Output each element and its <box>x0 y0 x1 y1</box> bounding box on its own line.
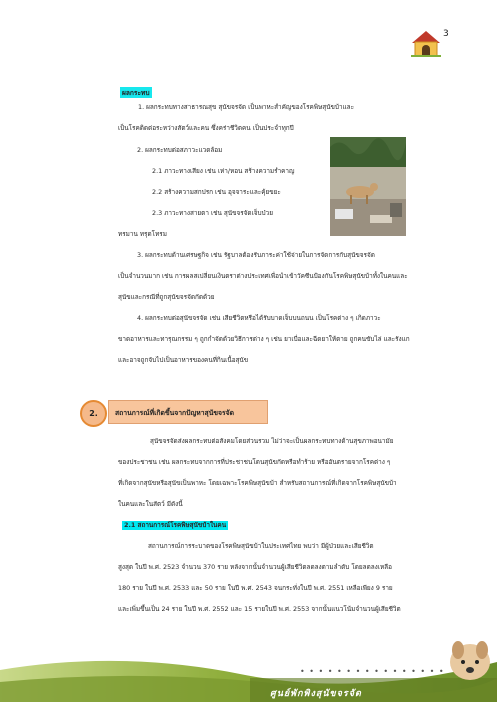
para4-line3: และอาจถูกจับไปเป็นอาหารของคนที่กินเนื้อสุนัข <box>118 356 249 364</box>
sec2-line4: ในคนและในสัตว์ มีดังนี้ <box>118 500 183 508</box>
para2-item-1: 2.1 ภาวะทางเสียง เช่น เห่า/หอน สร้างความรำคาญ <box>152 167 295 175</box>
para1-line1: 1. ผลกระทบทางสาธารณสุข สุนัขจรจัด เป็นพาหะสำคัญของโรคพิษสุนัขบ้าและ <box>138 103 355 111</box>
para2-item-3: 2.3 ภาวะทางสายตา เช่น สุนัขจรจัดเจ็บป่วย <box>152 209 273 217</box>
sub21-line2: สูงสุด ในปี พ.ศ. 2523 จำนวน 370 ราย หลังจากนั้นจำนวนผู้เสียชีวิตลดลงตามลำดับ โดยลดลงเหลือ <box>118 563 392 571</box>
section-2-title-text: สถานการณ์ที่เกิดขึ้นจากปัญหาสุนัขจรจัด <box>115 408 235 417</box>
sub21-line1: สถานการณ์การระบาดของโรคพิษสุนัขบ้าในประเทศไทย พบว่า มีผู้ป่วยและเสียชีวิต <box>148 542 374 550</box>
section-2-number-badge: 2. <box>80 400 107 427</box>
para2-item-3-cont: ทรมาน ทรุดโทรม <box>118 230 167 238</box>
para3-line3: สุนัขและกรณีที่ถูกสุนัขจรจัดกัดด้วย <box>118 293 215 301</box>
sec2-line1: สุนัขจรจัดส่งผลกระทบต่อสังคมโดยส่วนรวม ไม่ว่าจะเป็นผลกระทบทางด้านสุขภาพอนามัย <box>150 437 394 445</box>
page-number: 3 <box>443 29 449 39</box>
para3-line2: เป็นจำนวนมาก เช่น การผลสเปลี่ยนเงินตราต่างประเทศเพื่อนำเข้าวัคซีนป้องกันโรคพิษสุนัขบ้าทั้งในคนและ <box>118 272 408 280</box>
section-heading-impacts: ผลกระทบ <box>122 89 150 97</box>
sub21-line3: 180 ราย ในปี พ.ศ. 2533 และ 50 ราย ในปี พ.ศ. 2543 จนกระทั่งในปี พ.ศ. 2551 เหลือเพียง 9 ราย <box>118 584 393 592</box>
para2-heading: 2. ผลกระทบต่อสภาวะแวดล้อม <box>137 146 223 154</box>
dog-house-icon <box>410 30 442 58</box>
para1-line2: เป็นโรคติดต่อระหว่างสัตว์และคน ซึ่งคร่าชีวิตคน เป็นประจำทุกปี <box>118 124 294 132</box>
footer-dots: • • • • • • • • • • • • • • • • <box>300 667 445 676</box>
subsection-2-1-title: 2.1 สถานการณ์โรคพิษสุนัขบ้าในคน <box>124 521 227 529</box>
sec2-line3: ที่เกิดจากสุนัขหรือสุนัขเป็นพาหะ โดยเฉพาะโรคพิษสุนัขบ้า สำหรับสถานการณ์ที่เกิดจากโรคพิษสุนัขบ้า <box>118 479 397 487</box>
para2-item-2: 2.2 สร้างความสกปรก เช่น อุจจาระและคุ้ยขยะ <box>152 188 281 196</box>
para4-line1: 4. ผลกระทบต่อสุนัขจรจัด เช่น เสียชีวิตหรือได้รับบาดเจ็บบนถนน เป็นโรคต่าง ๆ เกิดภาวะ <box>137 314 381 322</box>
footer-text: ศูนย์พักพิงสุนัขจรจัด <box>270 689 362 699</box>
sec2-line2: ของประชาชน เช่น ผลกระทบจากการที่ประชาชนโดนสุนัขกัดหรือทำร้าย หรืออันตรายจากโรคต่าง ๆ <box>118 458 391 466</box>
para4-line2: ขาดอาหารและทารุณกรรม ๆ ถูกกำจัดด้วยวิธีการต่าง ๆ เช่น ยาเบื่อและฉีดยาให้ตาย ถูกคนขับไล่ และรังแก <box>118 335 410 343</box>
stray-dog-photo <box>330 137 406 236</box>
sub21-line4: และเพิ่มขึ้นเป็น 24 ราย ในปี พ.ศ. 2552 และ 15 รายในปี พ.ศ. 2553 จากนั้นแนวโน้มจำนวนผู้เสียชีวิต <box>118 605 401 613</box>
section-2-title <box>108 400 268 424</box>
para3-line1: 3. ผลกระทบด้านเศรษฐกิจ เช่น รัฐบาลต้องรับภาระค่าใช้จ่ายในการจัดการกับสุนัขจรจัด <box>137 251 375 259</box>
